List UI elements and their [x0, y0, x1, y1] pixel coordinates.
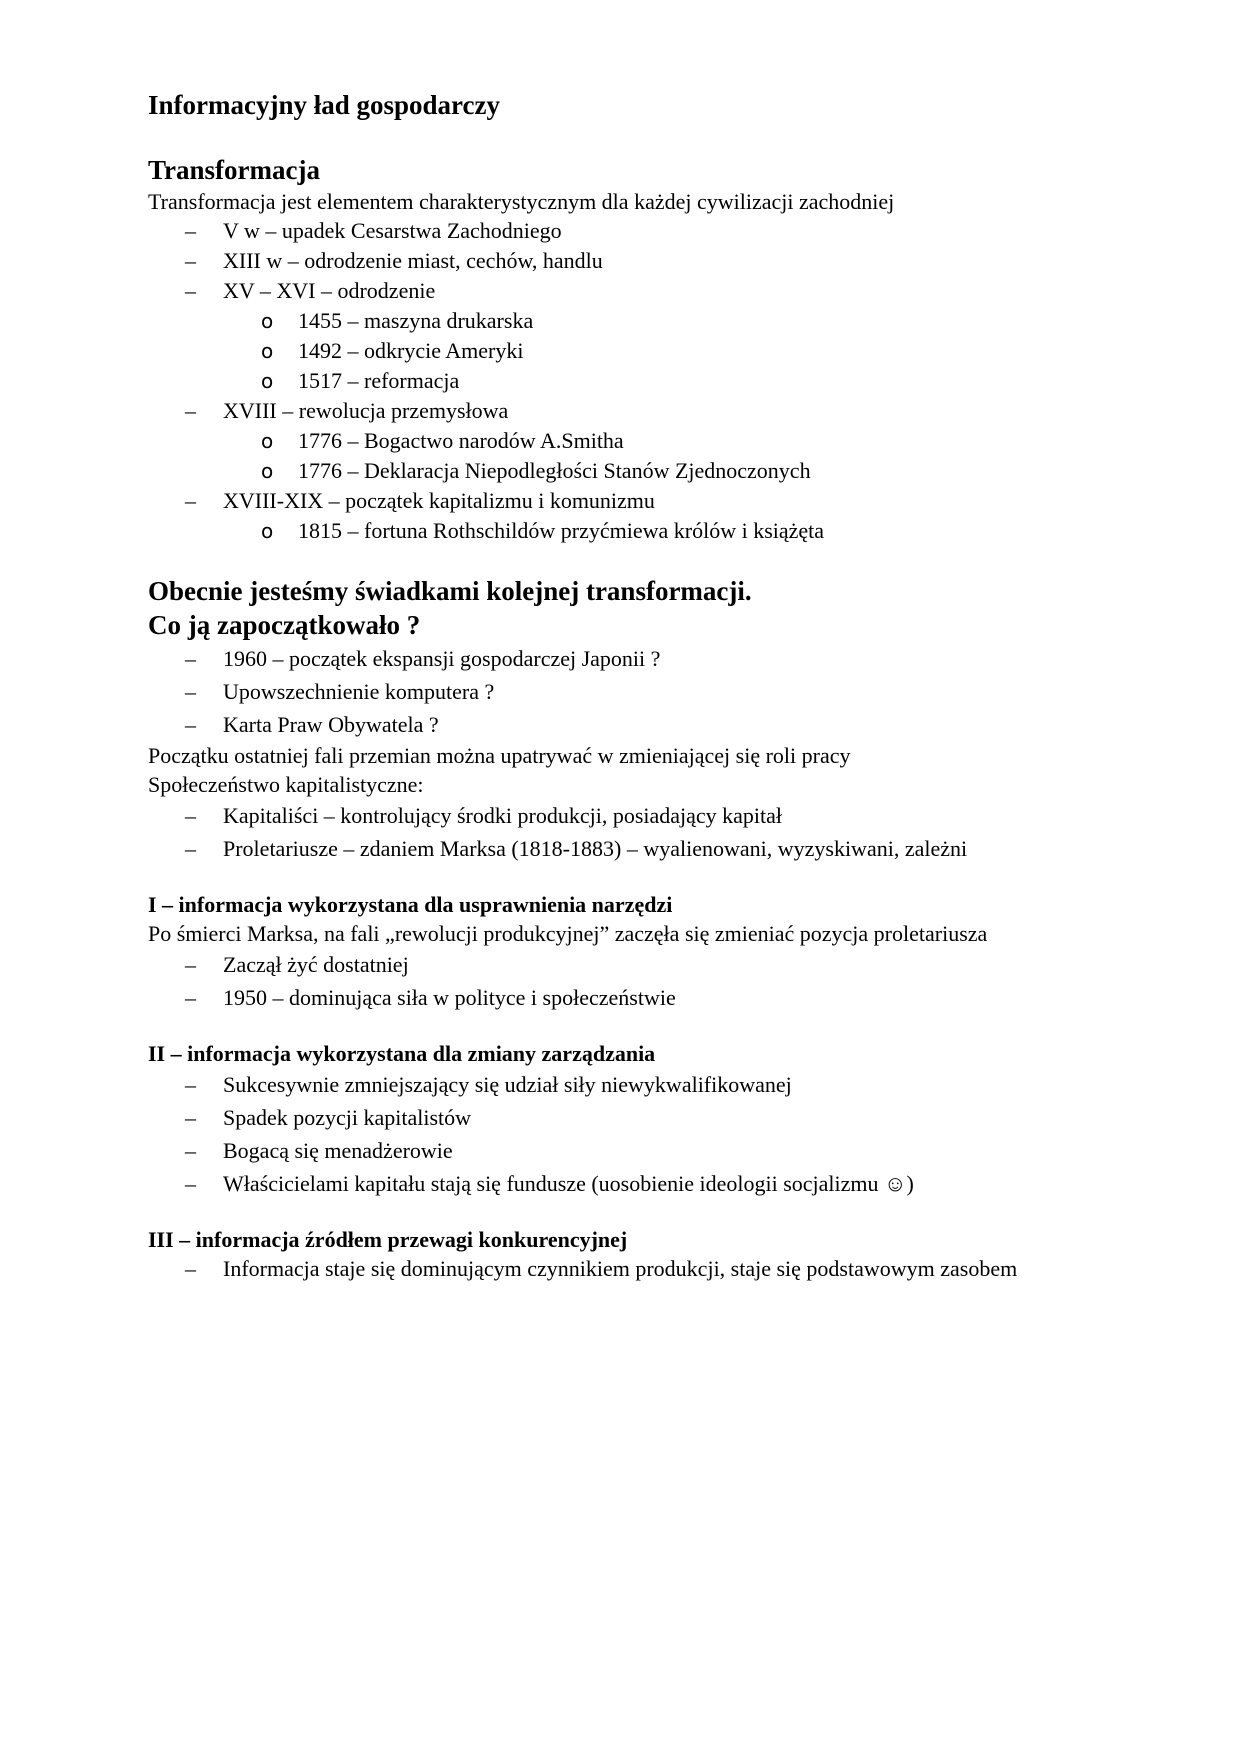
sub-list-item	[148, 336, 1088, 366]
list-item-text: Proletariusze – zdaniem Marksa (1818-1883) – wyalienowani, wyzyskiwani, zależni	[223, 836, 968, 861]
section-heading-transformacja: Transformacja	[148, 155, 320, 185]
list-item-text: 1950 – dominująca siła w polityce i społeczeństwie	[223, 985, 676, 1010]
list-item	[148, 642, 1088, 675]
sub-list-item-text: 1492 – odkrycie Ameryki	[298, 338, 524, 363]
dash-marker: –	[185, 952, 196, 977]
list-item	[148, 396, 1088, 486]
list-item	[148, 276, 1088, 396]
list-item	[148, 832, 1088, 865]
dash-marker: –	[185, 646, 196, 671]
list-item-text: Zaczął żyć dostatniej	[223, 952, 409, 977]
paragraph: Społeczeństwo kapitalistyczne:	[148, 772, 424, 797]
dash-marker: –	[185, 712, 196, 737]
list-item	[148, 216, 1088, 246]
list-item-text: V w – upadek Cesarstwa Zachodniego	[223, 218, 562, 243]
dash-marker: –	[185, 248, 196, 273]
sub-list	[223, 426, 1088, 486]
dash-marker: –	[185, 1138, 196, 1163]
list-item-text: Kapitaliści – kontrolujący środki produkcji, posiadający kapitał	[223, 803, 783, 828]
section-heading-competitive-advantage: III – informacja źródłem przewagi konkurencyjnej	[148, 1227, 628, 1252]
sub-list-item	[148, 306, 1088, 336]
list-item	[148, 675, 1088, 708]
bullet-marker: o	[261, 459, 274, 483]
list-item-text: Właścicielami kapitału stają się fundusze (uosobienie ideologii socjalizmu ☺)	[223, 1171, 914, 1196]
information-list	[148, 1254, 1048, 1284]
list-item-text: XVIII – rewolucja przemysłowa	[223, 398, 509, 423]
paragraph: Po śmierci Marksa, na fali „rewolucji produkcyjnej” zaczęła się zmieniać pozycja proletariusza	[148, 921, 988, 946]
list-item-text: 1960 – początek ekspansji gospodarczej Japonii ?	[223, 646, 661, 671]
sub-list-item	[148, 456, 1088, 486]
list-item-text: XVIII-XIX – początek kapitalizmu i komunizmu	[223, 488, 655, 513]
document-page	[148, 88, 1088, 1284]
sub-list	[223, 306, 1088, 396]
list-item	[148, 948, 1088, 981]
list-item	[148, 1101, 1088, 1134]
section-heading-management: II – informacja wykorzystana dla zmiany zarządzania	[148, 1041, 656, 1066]
bullet-marker: o	[261, 429, 274, 453]
intro-paragraph: Transformacja jest elementem charakterystycznym dla każdej cywilizacji zachodniej	[148, 189, 895, 214]
list-item	[148, 1254, 1048, 1284]
list-item-text: Karta Praw Obywatela ?	[223, 712, 439, 737]
dash-marker: –	[185, 218, 196, 243]
list-item	[148, 1134, 1088, 1167]
management-list	[148, 1068, 1088, 1200]
list-item	[148, 1068, 1088, 1101]
section-heading-question: Co ją zapoczątkowało ?	[148, 610, 421, 640]
cause-list	[148, 642, 1088, 741]
dash-marker: –	[185, 803, 196, 828]
list-item	[148, 981, 1088, 1014]
document-title: Informacyjny ład gospodarczy	[148, 90, 501, 120]
bullet-marker: o	[261, 519, 274, 543]
dash-marker: –	[185, 1256, 196, 1281]
list-item-text: Spadek pozycji kapitalistów	[223, 1105, 472, 1130]
bullet-marker: o	[261, 369, 274, 393]
sub-list-item-text: 1517 – reformacja	[298, 368, 460, 393]
sub-list	[223, 516, 1088, 546]
sub-list-item-text: 1776 – Deklaracja Niepodległości Stanów Zjednoczonych	[298, 458, 811, 483]
section-heading-current-transformation: Obecnie jesteśmy świadkami kolejnej transformacji.	[148, 576, 752, 606]
list-item-text: Bogacą się menadżerowie	[223, 1138, 453, 1163]
sub-list-item	[148, 426, 1088, 456]
dash-marker: –	[185, 1072, 196, 1097]
transformation-list	[148, 216, 1088, 546]
paragraph: Początku ostatniej fali przemian można upatrywać w zmieniającej się roli pracy	[148, 743, 851, 768]
bullet-marker: o	[261, 309, 274, 333]
list-item-text: XV – XVI – odrodzenie	[223, 278, 436, 303]
dash-marker: –	[185, 1171, 196, 1196]
list-item-text: Upowszechnienie komputera ?	[223, 679, 495, 704]
sub-list-item	[148, 366, 1088, 396]
list-item-text: Informacja staje się dominującym czynnikiem produkcji, staje się podstawowym zasobem	[223, 1256, 1018, 1281]
sub-list-item-text: 1455 – maszyna drukarska	[298, 308, 534, 333]
sub-list-item-text: 1815 – fortuna Rothschildów przyćmiewa królów i książęta	[298, 518, 825, 543]
sub-list-item	[148, 516, 1088, 546]
society-list	[148, 799, 1088, 865]
list-item	[148, 708, 1088, 741]
list-item-text: XIII w – odrodzenie miast, cechów, handlu	[223, 248, 603, 273]
bullet-marker: o	[261, 339, 274, 363]
list-item	[148, 1167, 1088, 1200]
list-item	[148, 799, 1088, 832]
list-item-text: Sukcesywnie zmniejszający się udział siły niewykwalifikowanej	[223, 1072, 792, 1097]
proletariat-list	[148, 948, 1088, 1014]
dash-marker: –	[185, 278, 196, 303]
list-item	[148, 246, 1088, 276]
dash-marker: –	[185, 985, 196, 1010]
dash-marker: –	[185, 1105, 196, 1130]
sub-list-item-text: 1776 – Bogactwo narodów A.Smitha	[298, 428, 624, 453]
dash-marker: –	[185, 679, 196, 704]
section-heading-tools: I – informacja wykorzystana dla usprawnienia narzędzi	[148, 892, 673, 917]
dash-marker: –	[185, 398, 196, 423]
dash-marker: –	[185, 488, 196, 513]
list-item	[148, 486, 1088, 546]
dash-marker: –	[185, 836, 196, 861]
